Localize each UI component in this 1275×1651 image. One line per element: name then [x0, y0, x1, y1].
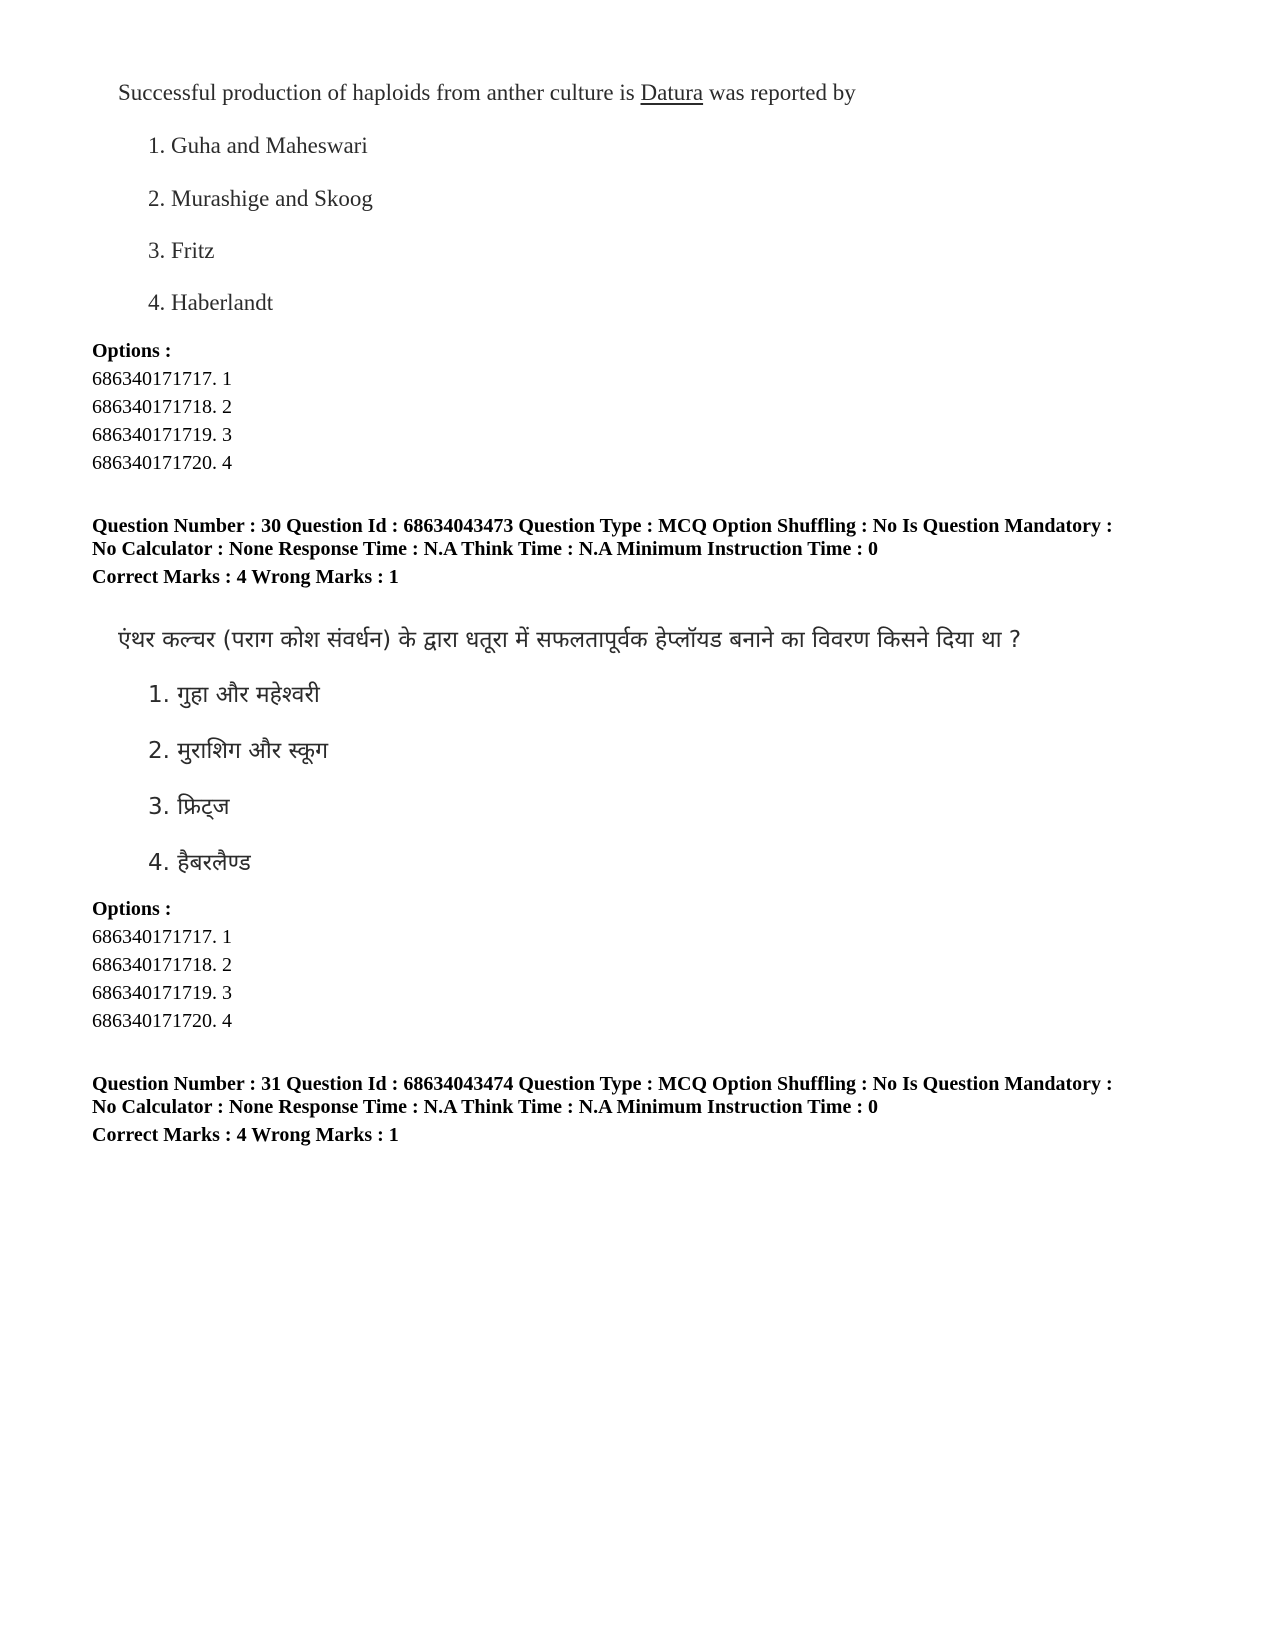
question-meta-line1: Question Number : 31 Question Id : 68634043474 Question Type : MCQ Option Shuffling : No Is Question Mandatory :: [92, 1073, 1113, 1095]
question-meta-line1: Question Number : 30 Question Id : 68634043473 Question Type : MCQ Option Shuffling : No Is Question Mandatory :: [92, 515, 1113, 537]
option-row: 686340171718. 2: [92, 396, 232, 418]
option-row: 686340171718. 2: [92, 954, 232, 976]
choice-2-hindi: 2. मुराशिग और स्कूग: [148, 738, 329, 764]
option-row: 686340171717. 1: [92, 926, 232, 948]
option-row: 686340171719. 3: [92, 982, 232, 1004]
question-meta-line2: No Calculator : None Response Time : N.A Think Time : N.A Minimum Instruction Time : 0: [92, 1096, 878, 1118]
options-label: Options :: [92, 898, 172, 920]
options-label: Options :: [92, 340, 172, 362]
choice-2-english: 2. Murashige and Skoog: [148, 186, 373, 211]
choice-3-hindi: 3. फ्रिट्ज: [148, 794, 230, 820]
option-row: 686340171720. 4: [92, 452, 232, 474]
option-row: 686340171719. 3: [92, 424, 232, 446]
choice-4-english: 4. Haberlandt: [148, 290, 274, 315]
question-meta-line2: No Calculator : None Response Time : N.A Think Time : N.A Minimum Instruction Time : 0: [92, 538, 878, 560]
marks-line: Correct Marks : 4 Wrong Marks : 1: [92, 1124, 399, 1146]
choice-1-english: 1. Guha and Maheswari: [148, 133, 368, 158]
choice-1-hindi: 1. गुहा और महेश्वरी: [148, 682, 320, 708]
stem-prefix: Successful production of haploids from anther culture is: [118, 80, 641, 105]
option-row: 686340171717. 1: [92, 368, 232, 390]
stem-underlined-word: Datura: [640, 80, 704, 105]
choice-3-english: 3. Fritz: [148, 238, 215, 263]
option-row: 686340171720. 4: [92, 1010, 232, 1032]
choice-4-hindi: 4. हैबरलैण्ड: [148, 850, 251, 876]
stem-suffix: was reported by: [703, 80, 856, 105]
question-stem-english: [118, 80, 856, 106]
marks-line: Correct Marks : 4 Wrong Marks : 1: [92, 566, 399, 588]
question-stem-hindi: एंथर कल्चर (पराग कोश संवर्धन) के द्वारा धतूरा में सफलतापूर्वक हेप्लॉयड बनाने का विवरण किसने दिया था ?: [118, 627, 1022, 653]
